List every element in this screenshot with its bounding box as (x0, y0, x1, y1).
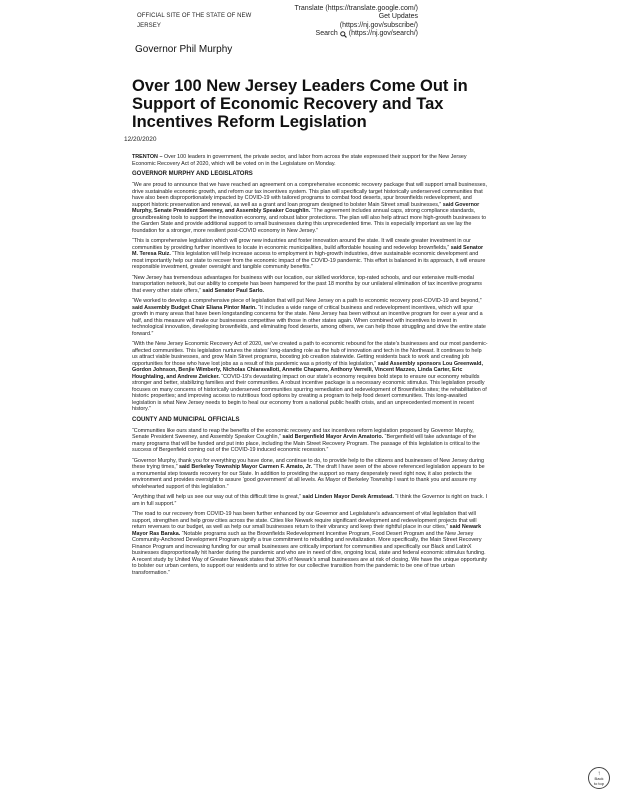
section-heading: COUNTY AND MUNICIPAL OFFICIALS (132, 416, 240, 423)
quote-paragraph: “Governor Murphy, thank you for everything you have done, and continue to do, to provide help to the citizens and businesses of New Jersey during these trying times,” said Berkeley Township Mayor Carmen F. Amato, Jr. “The draft I have seen of the above referenced legislation appears to be a monumental step towards recovery for our State. In addition to providing the support so many desperately need right now, it also protects the environment and provides oversight to assure ‘good government’ at all levels. As Mayor of Berkeley Township I want to thank you and assure my wholehearted support of this legislation.” (132, 457, 485, 490)
quote-paragraph: “New Jersey has tremendous advantages for business with our location, our skilled workforce, top-rated schools, and our extensive multi-modal transportation network, but our ability to compete has been hampered for the past 18 months by our unilateral elimination of tax incentive programs that every other state offers,” said Senator Paul Sarlo. (132, 274, 482, 294)
subscribe-url[interactable]: (https://nj.gov/subscribe/) (339, 21, 418, 29)
site-header (0, 0, 618, 40)
official-site-label: OFFICIAL SITE OF THE STATE OF NEW JERSEY (137, 13, 252, 29)
translate-link[interactable]: Translate (https://translate.google.com/) (294, 5, 418, 12)
get-updates-link[interactable]: Get Updates (378, 13, 418, 21)
governor-name[interactable]: Governor Phil Murphy (135, 44, 233, 55)
header-links (295, 5, 418, 38)
quote-paragraph: “Communities like ours stand to reap the benefits of the economic recovery and tax incentives reform legislation proposed by Governor Murphy, Senate President Sweeney, and Assembly Speaker Coughlin,” said Bergenfield Mayor Arvin Amatorio. “Bergenfield will take advantage of the many programs that will be funded and put into place, including the Main Street Recovery Program. The passage of this legislation is critical to the success of Bergenfield coming out of the COVID-19 induced economic recession.” (132, 427, 480, 453)
search-icon (340, 31, 347, 38)
back-label: Back (594, 776, 604, 781)
quote-paragraph: “With the New Jersey Economic Recovery Act of 2020, we’ve created a path to economic rebound for the state’s businesses and our most pandemic- affected communities. This legislation nurtures the states’ long-standing role as the hub of innovation and tech in the Northeast. It continues to help us attract viable businesses, and grow Main Street programs, boosting job creation statewide. Getting residents back to work and creating job opportunities for those who have lost jobs as a result of this pandemic was a priority of this legislation,” said Assembly sponsors Lou Greenwald, Gordon Johnson, Benjie Wimberly, Nicholas Chiaravalloti, Annette Chaparro, Anthony Verrelli, Vincent Mazzeo, Linda Carter, Eric Houghtaling, and Andrew Zwicker. “COVID-19’s devastating impact on our state’s economy requires bold steps to ensure our economy rebuilds stronger and better, stabilizing families and their communities. A robust incentive package is a necessary economic stimulus. This legislation proudly focuses on many concerns of historically underserved communities spurring remediation and redevelopment of Brownfields sites; the rehabilitation of historic properties; and improving access to nutritious food options by creating a program to help food desert communities. This long-awaited legislation is what New Jersey needs to begin to heal our economy from a national public health crisis, and an unprecedented moment in recent history.” (132, 341, 488, 412)
quote-paragraph: “The road to our recovery from COVID-19 has been further enhanced by our Governor and Legislature’s advancement of vital legislation that will support, strengthen and help grow cities across the state. Cities like Newark require significant development and redevelopment projects that will return revenues to our budget, as well as help our small businesses return to their vibrancy and keep their rightful place in our cities,” said Newark Mayor Ras Baraka. “Notable programs such as the Brownfields Redevelopment Incentive Program, Food Desert Program and the New Jersey Community-Anchored Development Program signify a true commitment to rebuilding and revitalization. More specifically, the Main Street Recovery Finance Program and increasing funding for our small businesses are critically important for communities and specifically our Black and LatinX businesses disproportionally hit harder during the pandemic and who are in need of dire, ongoing local, state and federal economic stimulus funding. A recent study by United Way of Greater Newark states that 30% of Newark’s small businesses are at risk of closing. We have the unique opportunity to bolster our urban centers, to support our residents and to strive for our collective transition from the pandemic to be one of true urban transformation.” (132, 511, 488, 576)
quote-paragraph: “This is comprehensive legislation which will grow new industries and foster innovation around the state. It will create greater investment in our communities by providing further incentives to locate in economic municipalities, build affordable housing and redevelop brownfields,” said Senator M. Teresa Ruiz. “This legislation will help increase access to employment in high-growth industries, drive sustainable economic development and most importantly help our state to recover from the economic impact of the COVID-19 pandemic. This effort is balanced in its approach, it will ensure responsible investment, greater oversight and tangible community benefits.” (132, 238, 486, 270)
to-top-label: to top (593, 780, 604, 786)
publish-date: 12/20/2020 (124, 136, 157, 143)
section-heading: GOVERNOR MURPHY AND LEGISLATORS (132, 171, 253, 177)
quote-paragraph: “We worked to develop a comprehensive piece of legislation that will put New Jersey on a path to economic recovery post-COVID-19 and beyond,” said Assembly Budget Chair Eliana Pintor Marin. “It includes a wide range of critical business and redevelopment incentives, which will spur growth in many areas that have been longstanding concerns for the state. New Jersey has been without an incentive program for over a year and a half, and this measure will make our businesses competitive with those in other states again. When combined with incentives to invest in technological innovation, developing brownfields, and eliminating food deserts, among others, we can help those struggling and drive the entire state forward.” (132, 298, 486, 337)
article-body (132, 154, 488, 580)
page-title: Over 100 New Jersey Leaders Come Out in Support of Economic Recovery and Tax Incentives Reform Legislation (132, 77, 468, 131)
search-url: (https://nj.gov/search/) (348, 29, 418, 37)
search-label: Search (315, 29, 338, 37)
quote-paragraph: “Anything that will help us see our way out of this difficult time is great,” said Linden Mayor Derek Armstead. “I think the Governor is right on track. I am in full support.” (132, 494, 488, 507)
arrow-up-icon: ↑ (597, 771, 601, 777)
intro-paragraph: TRENTON – Over 100 leaders in government, the private sector, and labor from across the state expressed their support for the New Jersey Economic Recovery Act of 2020, which will be voted on in the Legislature on Monday. (132, 154, 467, 167)
quote-paragraph: “We are proud to announce that we have reached an agreement on a comprehensive economic recovery package that will support small businesses, drive sustainable economic growth, and reform our tax incentives system. This plan will specifically target historically underserved communities that have also been disproportionately impacted by COVID-19 with tailored programs to combat food deserts, spur brownfields redevelopment, and support historic preservation and renewal, as well as a grant and loan program designed to bolster Main Street small businesses,” said Governor Murphy, Senate President Sweeney, and Assembly Speaker Coughlin. “The agreement includes annual caps, strong compliance standards, groundbreaking tools to support the innovation economy, and robust labor protections. The plan will also help attract more high-growth businesses to the Garden State and provide additional support to small businesses during this unprecedented time. This is especially important as we lay the foundation for a stronger, more resilient post-COVID economy in New Jersey.” (132, 182, 487, 234)
search-link[interactable] (316, 30, 418, 38)
back-to-top-button[interactable] (588, 767, 610, 789)
